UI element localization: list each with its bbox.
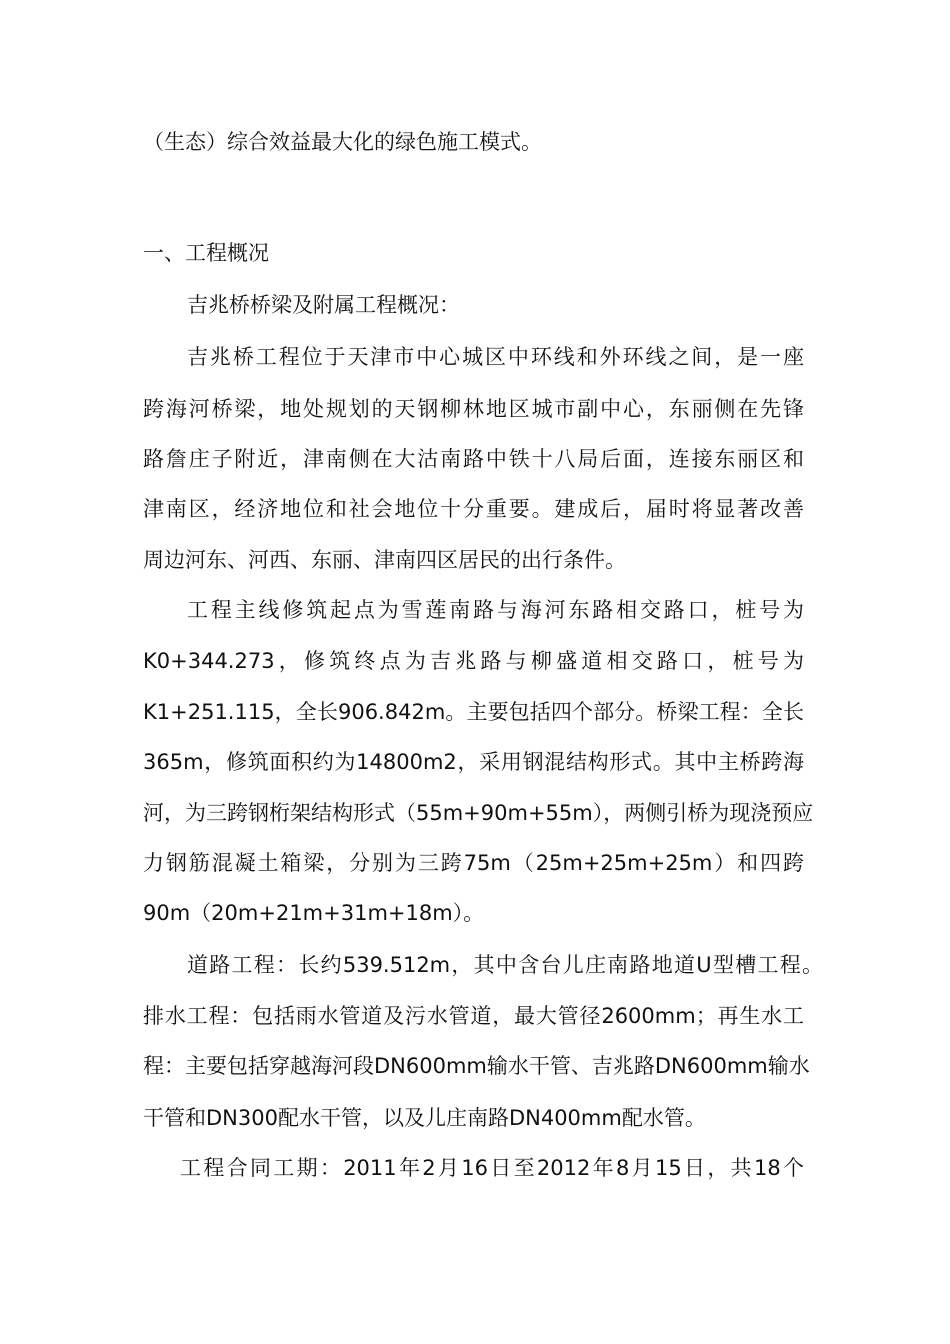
paragraph-line <box>0 996 950 1036</box>
paragraph-line <box>0 489 950 529</box>
paragraph-line-text: 周边河东、河西、东丽、津南四区居民的出行条件。 <box>143 548 626 572</box>
text-line <box>0 122 950 162</box>
paragraph-line <box>0 793 950 833</box>
paragraph-line-text: K1+251.115，全长906.842m。主要包括四个部分。桥梁工程：全长 <box>143 700 804 724</box>
paragraph-line <box>0 439 950 479</box>
paragraph-line-text: 程：主要包括穿越海河段DN600mm输水干管、吉兆路DN600mm输水 <box>143 1054 810 1078</box>
paragraph-line-text: 干管和DN300配水干管，以及儿庄南路DN400mm配水管。 <box>143 1106 706 1130</box>
paragraph-line-text: 力钢筋混凝土箱梁，分别为三跨75m（25m+25m+25m）和四跨 <box>143 851 804 875</box>
paragraph-line-text: 工程主线修筑起点为雪莲南路与海河东路相交路口，桩号为 <box>187 598 804 622</box>
paragraph-line-text: 跨海河桥梁，地处规划的天钢柳林地区城市副中心，东丽侧在先锋 <box>143 397 804 421</box>
paragraph-line-text: 津南区，经济地位和社会地位十分重要。建成后，届时将显著改善 <box>143 497 804 521</box>
paragraph-line <box>0 590 950 630</box>
paragraph-line <box>0 1098 950 1138</box>
paragraph-line-text: 工程合同工期：2011年2月16日至2012年8月15日，共18个 <box>180 1156 804 1180</box>
paragraph-line <box>0 843 950 883</box>
paragraph-line-text: K0+344.273，修筑终点为吉兆路与柳盛道相交路口，桩号为 <box>143 649 804 673</box>
paragraph-line-text: 路詹庄子附近，津南侧在大沽南路中铁十八局后面，连接东丽区和 <box>143 447 804 471</box>
paragraph-line <box>0 692 950 732</box>
paragraph-line <box>0 1148 950 1188</box>
paragraph-line <box>0 389 950 429</box>
paragraph-line <box>0 1046 950 1086</box>
paragraph-line-text: 365m，修筑面积约为14800m2，采用钢混结构形式。其中主桥跨海 <box>143 750 804 774</box>
paragraph-line <box>0 540 950 580</box>
paragraph-line <box>0 742 950 782</box>
paragraph-line-text: 排水工程：包括雨水管道及污水管道，最大管径2600mm；再生水工 <box>143 1004 804 1028</box>
text-line-content: （生态）综合效益最大化的绿色施工模式。 <box>143 130 542 154</box>
paragraph-line <box>0 337 950 377</box>
paragraph-line <box>0 893 950 933</box>
paragraph-line <box>0 945 950 985</box>
paragraph-line-text: 道路工程：长约539.512m，其中含台儿庄南路地道U型槽工程。 <box>187 953 823 977</box>
section-heading-text: 一、工程概况 <box>143 241 269 265</box>
subheading-text: 吉兆桥桥梁及附属工程概况： <box>187 293 460 317</box>
paragraph-line-text: 吉兆桥工程位于天津市中心城区中环线和外环线之间，是一座 <box>187 345 804 369</box>
paragraph-line <box>0 641 950 681</box>
subheading <box>0 285 950 325</box>
section-heading <box>0 233 950 273</box>
paragraph-line-text: 90m（20m+21m+31m+18m）。 <box>143 901 485 925</box>
paragraph-line-text: 河，为三跨钢桁架结构形式（55m+90m+55m），两侧引桥为现浇预应 <box>143 801 814 825</box>
